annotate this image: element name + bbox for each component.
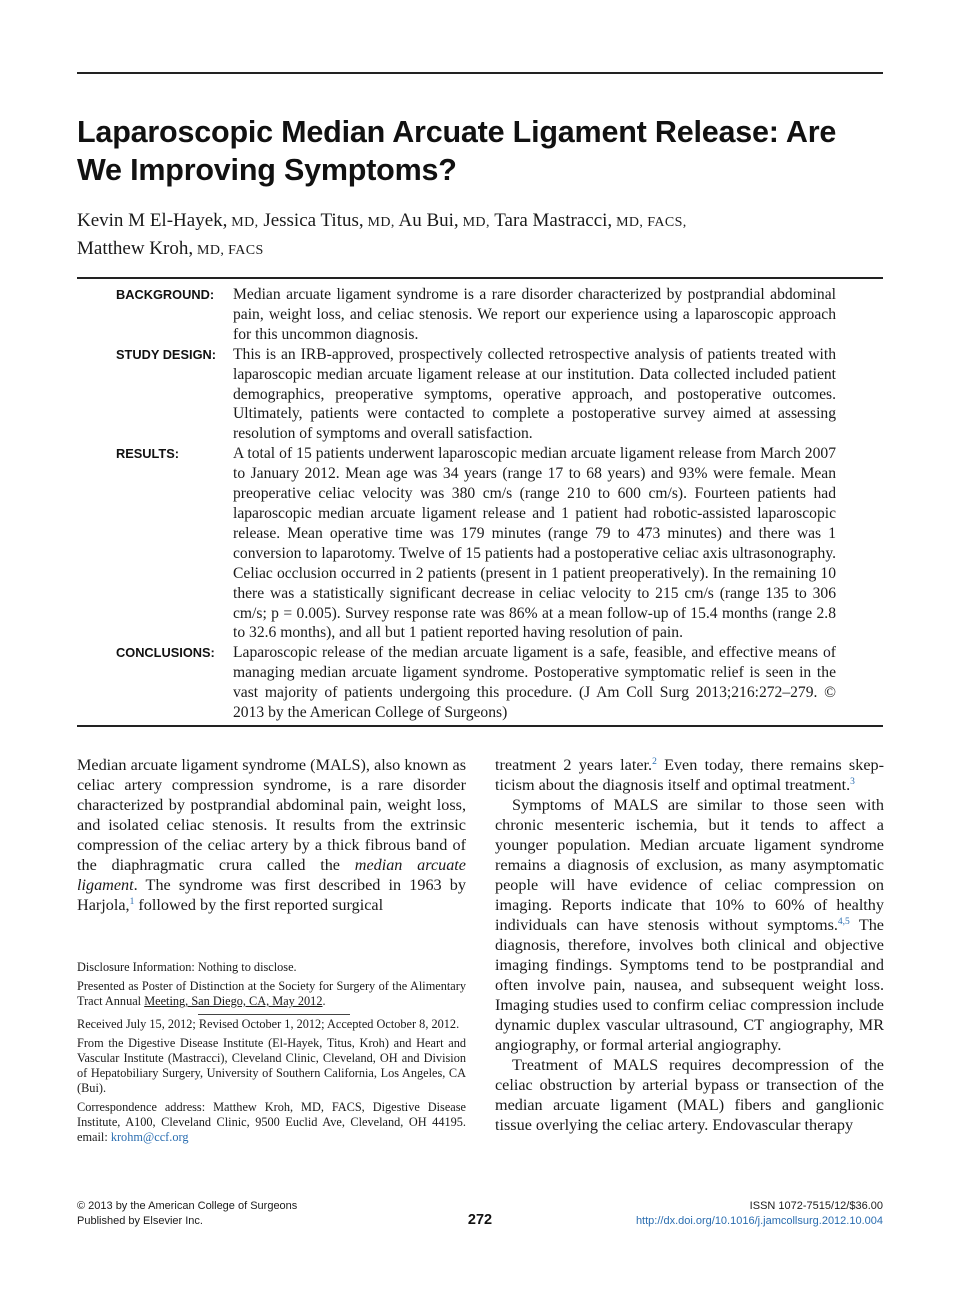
top-rule (77, 72, 883, 74)
body-paragraph: Treatment of MALS requires decompression of the celiac obstruction by arterial bypass or transection of the median arcuate ligament (MAL) fibers and ganglionic tissue overlying the celiac artery. Endovascular therapy (495, 1056, 884, 1134)
section-label: STUDY DESIGN: (116, 346, 217, 362)
body-paragraph: Symptoms of MALS are similar to those seen with chronic mesenteric ischemia, but it tends to affect a younger population. Median arcuate ligament syndrome remains a diagnosis of exclusion, as many asymptomatic people will have evidence of celiac compression on imaging. Reports indicate that 10% to 60% of healthy individuals can have stenosis without symptoms.$^{4,5}$ The diagnosis, therefore, involves both clinical and objective imaging findings. Symptoms tend to be postprandial and often involve pain, nausea, and subsequent weight loss. Imaging studies used to confirm celiac compression include dynamic duplex vascular ultrasound, CT angiography, MR angiography, or formal arterial angiography. (495, 796, 884, 1054)
author: Au Bui, MD, (398, 210, 490, 231)
article-title: Laparoscopic Median Arcuate Ligament Release: Are We Improving Symptoms? (77, 115, 837, 187)
affiliation-note: From the Digestive Disease Institute (El-Hayek, Titus, Kroh) and Heart and Vascular Institute (Mastracci), Cleveland Clinic, Cleveland, OH and Division of Hepatobiliary Surgery, University of Southern California, Los Angeles, CA (Bui). (77, 1036, 466, 1095)
reference-link[interactable]: 1 (129, 897, 135, 907)
body-column-right (495, 755, 884, 1135)
body-paragraph: Median arcuate ligament syndrome (MALS), also known as celiac artery compression syndrome, is a rare disorder characterized by postprandial abdominal pain, weight loss, and isolated celiac stenosis. It results from the extrinsic compression of the celiac artery by a thick fibrous band of the diaphragmatic crura called the median arcuate ligament. The syndrome was first described in 1963 by Harjola,$^1$ followed by the first reported surgical (77, 756, 466, 914)
reference-link[interactable]: 3 (850, 777, 855, 787)
body-paragraph: treatment 2 years later.$^2$ Even today, there remains skepticism about the diagnosis itself and optimal treatment.$^3$ (495, 756, 884, 794)
abstract-top-rule (77, 277, 883, 279)
disclosure-note: Disclosure Information: Nothing to disclose. (77, 960, 297, 974)
section-text: This is an IRB-approved, prospectively collected retrospective analysis of patients treated with laparoscopic median arcuate ligament release at our institution. Data collected included patient demographics, preoperative symptoms, operative approach, and postoperative outcomes. Ultimately, patients were contacted to complete a postoperative survey aimed at assessing resolution of symptoms and overall satisfaction. (233, 345, 836, 443)
footnote-divider (198, 1014, 350, 1015)
abstract-bottom-rule (77, 725, 883, 727)
author: Kevin M El-Hayek, MD, (77, 210, 259, 231)
section-text: A total of 15 patients underwent laparoscopic median arcuate ligament release from March 2007 to January 2012. Mean age was 34 years (range 17 to 68 years) and 93% were female. Mean preoperative celiac velocity was 380 cm/s (range 210 to 600 cm/s). Fourteen patients had laparoscopic median arcuate ligament release and 1 patient had robotic-assisted laparoscopic release. Mean operative time was 179 minutes (range 79 to 473 minutes) and there was 1 conversion to laparotomy. Twelve of 15 patients had a postoperative celiac axis ultrasonography. Celiac occlusion occurred in 2 patients (present in 1 patient preoperatively). In the remaining 10 there was a statistically significant decrease in celiac velocity to 215 cm/s (range 135 to 306 cm/s; p = 0.005). Survey response rate was 86% at a mean follow-up of 15.4 months (range 2.8 to 32.6 months), and all but 1 patient reported having resolution of pain. (233, 445, 836, 642)
abstract (116, 285, 836, 723)
presented-note: Presented as Poster of Distinction at the Society for Surgery of the Alimentary Tract Annual Meeting, San Diego, CA, May 2012. (77, 979, 466, 1008)
footer-right (543, 1199, 883, 1229)
body-column-left (77, 755, 466, 915)
author: Matthew Kroh, MD, FACS (77, 238, 264, 259)
publisher-text: Published by Elsevier Inc. (77, 1215, 203, 1227)
footer-left (77, 1199, 407, 1229)
section-text: Laparoscopic release of the median arcuate ligament is a safe, feasible, and effective means of managing median arcuate ligament syndrome. Postoperative symptomatic relief is seen in the vast majority of patients undergoing this procedure. (J Am Coll Surg 2013;216:272–279. © 2013 by the American College of Surgeons) (233, 644, 836, 722)
author: Tara Mastracci, MD, FACS, (494, 210, 687, 231)
author: Jessica Titus, MD, (263, 210, 395, 231)
copyright-text: © 2013 by the American College of Surgeons (77, 1200, 298, 1212)
email-link[interactable]: krohm@ccf.org (110, 1130, 189, 1144)
abstract-results (116, 444, 836, 643)
footnotes (77, 960, 466, 1149)
correspondence-note: Correspondence address: Matthew Kroh, MD, FACS, Digestive Disease Institute, A100, Cleveland Clinic, 9500 Euclid Ave, Cleveland, OH 44195. email: krohm@ccf.org (77, 1100, 466, 1144)
section-label: BACKGROUND: (116, 287, 215, 302)
section-label: RESULTS: (116, 446, 180, 462)
doi-link[interactable]: http://dx.doi.org/10.1016/j.jamcollsurg.2012.10.004 (635, 1215, 883, 1227)
author-list (77, 208, 877, 264)
abstract-background (116, 285, 836, 345)
issn-text: ISSN 1072-7515/12/$36.00 (749, 1200, 883, 1212)
reference-link[interactable]: 4,5 (837, 917, 850, 927)
abstract-conclusions (116, 643, 836, 723)
section-label: CONCLUSIONS: (116, 645, 215, 661)
page-number: 272 (467, 1212, 493, 1228)
reference-link[interactable]: 2 (652, 757, 657, 767)
received-note: Received July 15, 2012; Revised October 1, 2012; Accepted October 8, 2012. (77, 1017, 460, 1031)
abstract-study-design (116, 345, 836, 445)
section-text: Median arcuate ligament syndrome is a rare disorder characterized by postprandial abdominal pain, weight loss, and celiac stenosis. We report our experience using a laparoscopic approach for this uncommon diagnosis. (233, 286, 836, 343)
